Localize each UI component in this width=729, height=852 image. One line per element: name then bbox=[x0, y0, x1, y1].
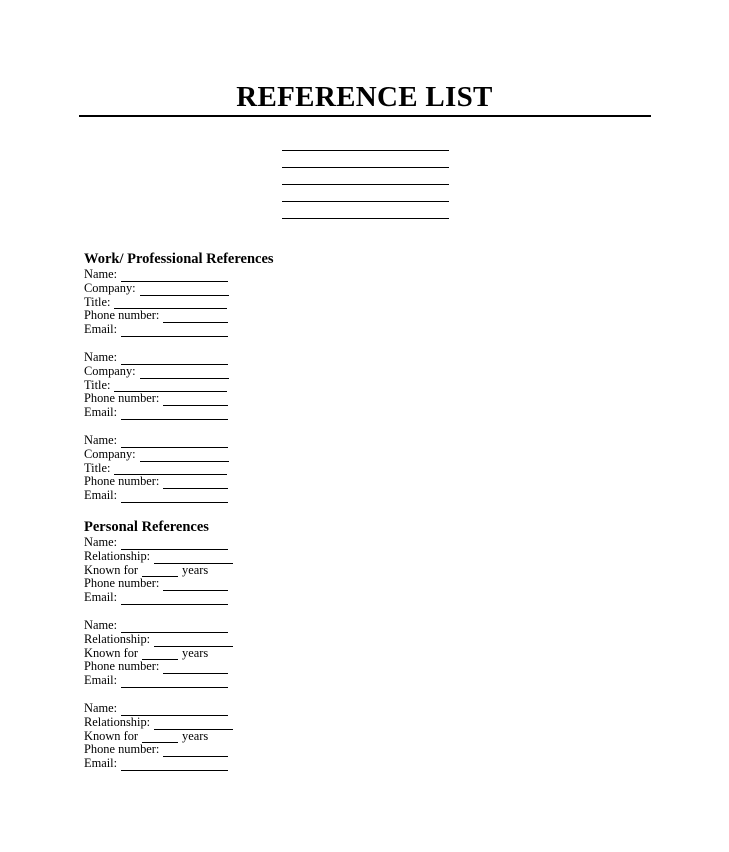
relationship-field[interactable] bbox=[84, 716, 384, 730]
name-label: Name: bbox=[84, 700, 118, 715]
email-label: Email: bbox=[84, 590, 118, 605]
known-for-label: Known for bbox=[84, 645, 139, 660]
relationship-blank[interactable] bbox=[154, 719, 233, 730]
phone-field[interactable] bbox=[84, 577, 384, 591]
phone-field[interactable] bbox=[84, 660, 384, 674]
personal-reference-entry bbox=[84, 619, 384, 688]
phone-field[interactable] bbox=[84, 743, 384, 757]
relationship-label: Relationship: bbox=[84, 548, 151, 563]
company-label: Company: bbox=[84, 280, 136, 295]
personal-reference-entry bbox=[84, 702, 384, 771]
phone-blank[interactable] bbox=[163, 395, 228, 406]
work-reference-entry bbox=[84, 268, 384, 337]
email-field[interactable] bbox=[84, 757, 384, 771]
email-label: Email: bbox=[84, 756, 118, 771]
name-label: Name: bbox=[84, 267, 118, 281]
phone-label: Phone number: bbox=[84, 474, 160, 489]
email-field[interactable] bbox=[84, 674, 384, 688]
years-label: years bbox=[182, 645, 209, 660]
email-blank[interactable] bbox=[121, 760, 228, 771]
name-blank[interactable] bbox=[121, 271, 228, 282]
email-field[interactable] bbox=[84, 406, 384, 420]
email-label: Email: bbox=[84, 322, 118, 337]
personal-reference-entry bbox=[84, 536, 384, 605]
company-field[interactable] bbox=[84, 365, 384, 379]
company-blank[interactable] bbox=[140, 285, 229, 296]
page-title: REFERENCE LIST bbox=[236, 81, 493, 113]
company-blank[interactable] bbox=[140, 368, 229, 379]
relationship-label: Relationship: bbox=[84, 714, 151, 729]
title-field[interactable] bbox=[84, 462, 384, 476]
personal-references-heading: Personal References bbox=[84, 519, 209, 535]
title-field[interactable] bbox=[84, 379, 384, 393]
contact-info-lines bbox=[282, 147, 449, 219]
contact-line[interactable] bbox=[282, 185, 449, 202]
phone-label: Phone number: bbox=[84, 308, 160, 323]
phone-blank[interactable] bbox=[163, 580, 228, 591]
work-reference-entry bbox=[84, 434, 384, 503]
relationship-field[interactable] bbox=[84, 550, 384, 564]
years-label: years bbox=[182, 728, 209, 743]
name-label: Name: bbox=[84, 535, 118, 549]
company-blank[interactable] bbox=[140, 451, 229, 462]
relationship-blank[interactable] bbox=[154, 636, 233, 647]
name-label: Name: bbox=[84, 349, 118, 364]
company-label: Company: bbox=[84, 446, 136, 461]
phone-blank[interactable] bbox=[163, 312, 228, 323]
contact-line[interactable] bbox=[282, 168, 449, 185]
known-for-field[interactable] bbox=[84, 647, 384, 661]
company-field[interactable] bbox=[84, 282, 384, 296]
email-label: Email: bbox=[84, 673, 118, 688]
title-rule bbox=[79, 115, 651, 117]
name-field[interactable] bbox=[84, 619, 384, 633]
name-field[interactable] bbox=[84, 536, 384, 550]
title-field[interactable] bbox=[84, 296, 384, 310]
name-label: Name: bbox=[84, 617, 118, 632]
title-label: Title: bbox=[84, 460, 111, 475]
phone-label: Phone number: bbox=[84, 576, 160, 591]
name-blank[interactable] bbox=[121, 354, 228, 365]
relationship-label: Relationship: bbox=[84, 631, 151, 646]
email-blank[interactable] bbox=[121, 677, 228, 688]
email-blank[interactable] bbox=[121, 594, 228, 605]
email-blank[interactable] bbox=[121, 409, 228, 420]
phone-blank[interactable] bbox=[163, 746, 228, 757]
contact-line[interactable] bbox=[282, 202, 449, 219]
phone-label: Phone number: bbox=[84, 659, 160, 674]
relationship-blank[interactable] bbox=[154, 553, 233, 564]
work-references-heading: Work/ Professional References bbox=[84, 251, 274, 267]
known-for-label: Known for bbox=[84, 562, 139, 577]
name-label: Name: bbox=[84, 432, 118, 447]
email-blank[interactable] bbox=[121, 492, 228, 503]
email-blank[interactable] bbox=[121, 326, 228, 337]
personal-references-section bbox=[84, 519, 384, 771]
phone-label: Phone number: bbox=[84, 391, 160, 406]
known-for-field[interactable] bbox=[84, 730, 384, 744]
title-label: Title: bbox=[84, 294, 111, 309]
phone-label: Phone number: bbox=[84, 742, 160, 757]
title-label: Title: bbox=[84, 377, 111, 392]
name-field[interactable] bbox=[84, 268, 384, 282]
company-label: Company: bbox=[84, 363, 136, 378]
phone-field[interactable] bbox=[84, 475, 384, 489]
email-field[interactable] bbox=[84, 489, 384, 503]
contact-line[interactable] bbox=[282, 151, 449, 168]
known-for-field[interactable] bbox=[84, 564, 384, 578]
work-reference-entry bbox=[84, 351, 384, 420]
name-blank[interactable] bbox=[121, 437, 228, 448]
name-field[interactable] bbox=[84, 351, 384, 365]
name-field[interactable] bbox=[84, 702, 384, 716]
phone-blank[interactable] bbox=[163, 478, 228, 489]
phone-field[interactable] bbox=[84, 392, 384, 406]
work-references-section bbox=[84, 251, 384, 503]
email-field[interactable] bbox=[84, 591, 384, 605]
email-label: Email: bbox=[84, 405, 118, 420]
relationship-field[interactable] bbox=[84, 633, 384, 647]
phone-field[interactable] bbox=[84, 309, 384, 323]
name-field[interactable] bbox=[84, 434, 384, 448]
known-for-label: Known for bbox=[84, 728, 139, 743]
years-label: years bbox=[182, 562, 209, 577]
email-label: Email: bbox=[84, 488, 118, 503]
company-field[interactable] bbox=[84, 448, 384, 462]
phone-blank[interactable] bbox=[163, 663, 228, 674]
email-field[interactable] bbox=[84, 323, 384, 337]
